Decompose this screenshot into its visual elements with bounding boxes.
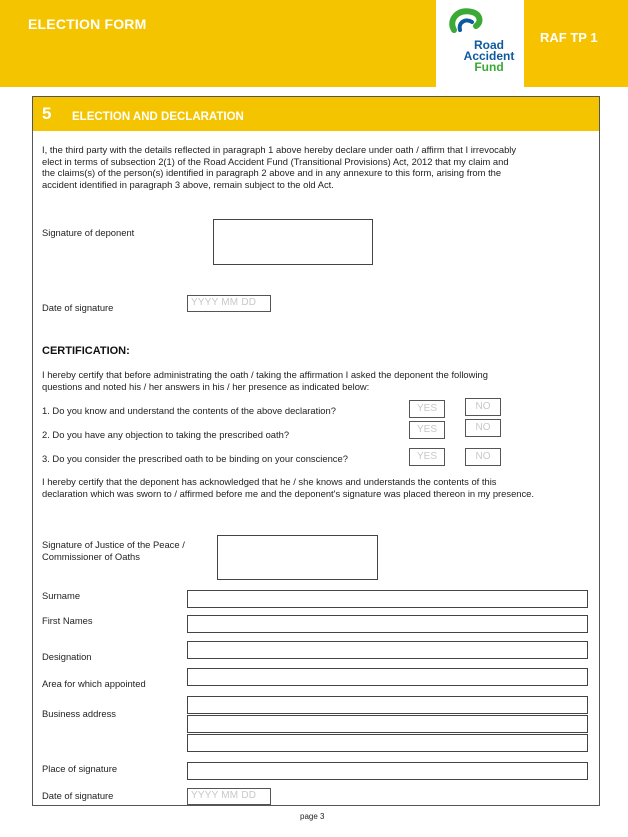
area-appointed-field[interactable] bbox=[187, 668, 588, 686]
logo-wordmark bbox=[459, 40, 519, 73]
question-1-text: 1. Do you know and understand the contents of the above declaration? bbox=[42, 405, 336, 416]
date-signature-label: Date of signature bbox=[42, 302, 114, 313]
certification-intro-line: I hereby certify that before administrating the oath / taking the affirmation I asked the deponent the following bbox=[42, 369, 488, 380]
declaration-line: I, the third party with the details reflected in paragraph 1 above hereby declare under oath / affirm that I irrevocably bbox=[42, 144, 517, 155]
page-number: page 3 bbox=[300, 812, 325, 821]
logo-line-accident: Accident bbox=[463, 49, 515, 63]
declaration-line: elect in terms of subsection 2(1) of the Road Accident Fund (Transitional Provisions) Act, 2012 that my claim and bbox=[42, 155, 509, 167]
certification-closing-line: declaration which was sworn to / affirmed before me and the deponent's signature was placed thereon in my presence. bbox=[42, 487, 534, 499]
surname-field[interactable] bbox=[187, 590, 588, 608]
certification-closing-line: I hereby certify that the deponent has acknowledged that he / she knows and understands the contents of this bbox=[42, 476, 497, 487]
question-2-yes-box[interactable]: YES bbox=[409, 421, 445, 439]
question-1-yes-box[interactable]: YES bbox=[409, 400, 445, 418]
place-signature-field[interactable] bbox=[187, 762, 588, 780]
declaration-line: the claims(s) of the person(s) identified in paragraph 2 above and in any annexure to this form, arising from the bbox=[42, 167, 502, 179]
business-address-label: Business address bbox=[42, 708, 116, 719]
question-2-text: 2. Do you have any objection to taking the prescribed oath? bbox=[42, 429, 290, 440]
place-signature-label: Place of signature bbox=[42, 763, 118, 774]
commissioner-date-field[interactable]: YYYY MM DD bbox=[187, 788, 271, 805]
certification-intro-line: questions and noted his / her answers in his / her presence as indicated below: bbox=[42, 380, 370, 392]
signature-deponent-label: Signature of deponent bbox=[42, 227, 135, 238]
question-3-yes-box[interactable]: YES bbox=[409, 448, 445, 466]
business-address-line-1[interactable] bbox=[187, 696, 588, 714]
business-address-line-3[interactable] bbox=[187, 734, 588, 752]
signature-deponent-box[interactable] bbox=[213, 219, 373, 265]
question-2-no-box[interactable]: NO bbox=[465, 419, 501, 437]
commissioner-signature-label-line: Commissioner of Oaths bbox=[42, 550, 140, 562]
section-number: 5 bbox=[42, 104, 52, 123]
road-accident-fund-logo-icon bbox=[446, 6, 486, 40]
question-3-text: 3. Do you consider the prescribed oath to be binding on your conscience? bbox=[42, 453, 348, 464]
form-title: ELECTION FORM bbox=[28, 16, 147, 32]
question-3-no-box[interactable]: NO bbox=[465, 448, 501, 466]
surname-label: Surname bbox=[42, 590, 81, 601]
commissioner-signature-label bbox=[42, 539, 185, 562]
header-banner-left bbox=[0, 0, 436, 87]
business-address-line-2[interactable] bbox=[187, 715, 588, 733]
certification-closing bbox=[42, 476, 602, 499]
declaration-text bbox=[42, 144, 594, 190]
declaration-line: accident identified in paragraph 3 above, remain subject to the old Act. bbox=[42, 178, 334, 190]
logo-line-road: Road bbox=[474, 38, 504, 52]
certification-heading: CERTIFICATION: bbox=[42, 345, 130, 357]
logo-line-fund: Fund bbox=[474, 60, 504, 74]
commissioner-signature-box[interactable] bbox=[217, 535, 378, 580]
commissioner-signature-label-line: Signature of Justice of the Peace / bbox=[42, 539, 185, 550]
designation-label: Designation bbox=[42, 651, 92, 662]
designation-field[interactable] bbox=[187, 641, 588, 659]
first-names-field[interactable] bbox=[187, 615, 588, 633]
section-title: ELECTION AND DECLARATION bbox=[72, 111, 244, 123]
date-signature-field[interactable]: YYYY MM DD bbox=[187, 295, 271, 312]
question-1-no-box[interactable]: NO bbox=[465, 398, 501, 416]
first-names-label: First Names bbox=[42, 615, 93, 626]
area-appointed-label: Area for which appointed bbox=[42, 678, 146, 689]
commissioner-date-label: Date of signature bbox=[42, 790, 114, 801]
form-code: RAF TP 1 bbox=[540, 30, 598, 45]
certification-intro bbox=[42, 369, 594, 392]
